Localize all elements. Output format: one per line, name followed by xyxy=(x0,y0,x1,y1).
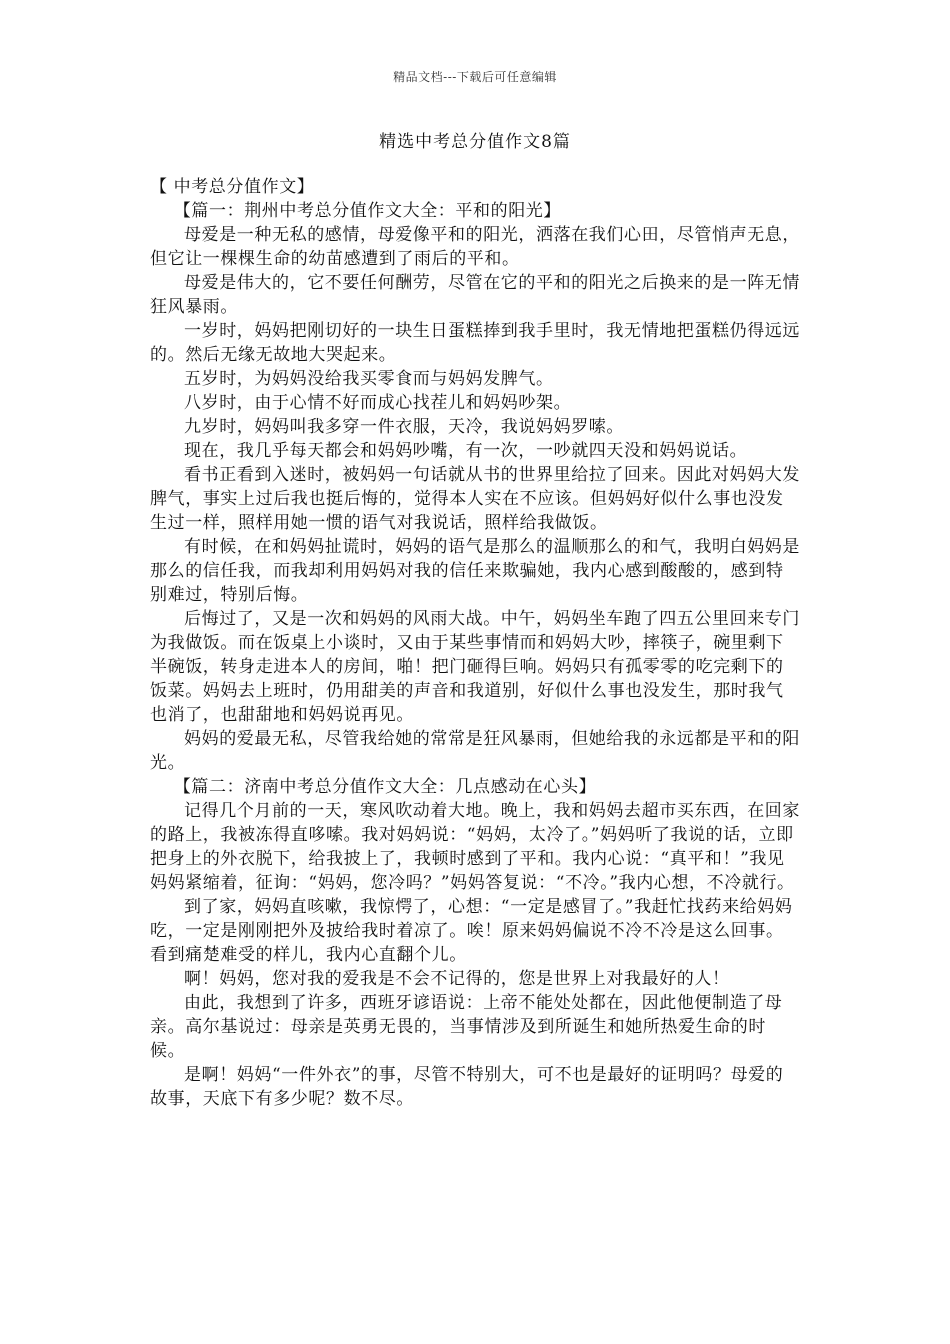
document-body xyxy=(150,175,800,1111)
paragraph: 看书正看到入迷时，被妈妈一句话就从书的世界里给拉了回来。因此对妈妈大发脾气，事实上过后我也挺后悔的，觉得本人实在不应该。但妈妈好似什么事也没发生过一样，照样用她一惯的语气对我说话，照样给我做饭。 xyxy=(150,465,800,533)
article-heading-2: 【篇二：济南中考总分值作文大全：几点感动在心头】 xyxy=(173,777,597,797)
paragraph: 一岁时，妈妈把刚切好的一块生日蛋糕捧到我手里时，我无情地把蛋糕仍得远远的。然后无缘无故地大哭起来。 xyxy=(150,321,800,365)
paragraph: 妈妈的爱最无私，尽管我给她的常常是狂风暴雨，但她给我的永远都是平和的阳光。 xyxy=(150,729,800,773)
paragraph: 后悔过了，又是一次和妈妈的风雨大战。中午，妈妈坐车跑了四五公里回来专门为我做饭。而在饭桌上小谈时，又由于某些事情而和妈妈大吵，摔筷子，碗里剩下半碗饭，转身走进本人的房间，啪！把门砸得巨响。妈妈只有孤零零的吃完剩下的饭菜。妈妈去上班时，仍用甜美的声音和我道别，好似什么事也没发生，那时我气也消了，也甜甜地和妈妈说再见。 xyxy=(150,609,800,725)
article-heading-1: 【篇一：荆州中考总分值作文大全：平和的阳光】 xyxy=(173,201,561,221)
paragraph: 记得几个月前的一天，寒风吹动着大地。晚上，我和妈妈去超市买东西，在回家的路上，我被冻得直哆嗦。我对妈妈说：“妈妈，太冷了。”妈妈听了我说的话，立即把身上的外衣脱下，给我披上了，我顿时感到了平和。我内心说：“真平和！”我见妈妈紧缩着，征询：“妈妈，您冷吗？”妈妈答复说：“不冷。”我内心想，不冷就行。 xyxy=(150,801,800,893)
paragraph: 由此，我想到了许多，西班牙谚语说：上帝不能处处都在，因此他便制造了母亲。高尔基说过：母亲是英勇无畏的，当事情涉及到所诞生和她所热爱生命的时候。 xyxy=(150,993,783,1061)
paragraph: 现在，我几乎每天都会和妈妈吵嘴，有一次，一吵就四天没和妈妈说话。 xyxy=(184,441,748,461)
paragraph: 啊！妈妈，您对我的爱我是不会不记得的，您是世界上对我最好的人！ xyxy=(184,969,730,989)
header-note: 精品文档---下载后可任意编辑 xyxy=(393,70,557,84)
paragraph: 有时候，在和妈妈扯谎时，妈妈的语气是那么的温顺那么的和气，我明白妈妈是那么的信任我，而我却利用妈妈对我的信任来欺骗她，我内心感到酸酸的，感到特别难过，特别后悔。 xyxy=(150,537,800,605)
paragraph: 是啊！妈妈“一件外衣”的事，尽管不特别大，可不也是最好的证明吗？母爱的故事，天底下有多少呢？数不尽。 xyxy=(150,1065,784,1109)
section-label: 【 中考总分值作文】 xyxy=(150,177,315,197)
document-title: 精选中考总分值作文8篇 xyxy=(379,132,571,152)
paragraph: 九岁时，妈妈叫我多穿一件衣服，天冷，我说妈妈罗嗦。 xyxy=(184,417,624,437)
paragraph: 母爱是一种无私的感情，母爱像平和的阳光，洒落在我们心田，尽管悄声无息，但它让一棵棵生命的幼苗感遭到了雨后的平和。 xyxy=(150,225,800,269)
paragraph: 母爱是伟大的，它不要任何酬劳，尽管在它的平和的阳光之后换来的是一阵无情狂风暴雨。 xyxy=(150,273,800,317)
paragraph: 到了家，妈妈直咳嗽，我惊愕了，心想：“一定是感冒了。”我赶忙找药来给妈妈吃，一定是刚刚把外及披给我时着凉了。唉！原来妈妈偏说不冷不冷是这么回事。看到痛楚难受的样儿，我内心直翻个儿。 xyxy=(150,897,793,965)
paragraph: 八岁时，由于心情不好而成心找茬儿和妈妈吵架。 xyxy=(184,393,572,413)
paragraph: 五岁时，为妈妈没给我买零食而与妈妈发脾气。 xyxy=(184,369,554,389)
